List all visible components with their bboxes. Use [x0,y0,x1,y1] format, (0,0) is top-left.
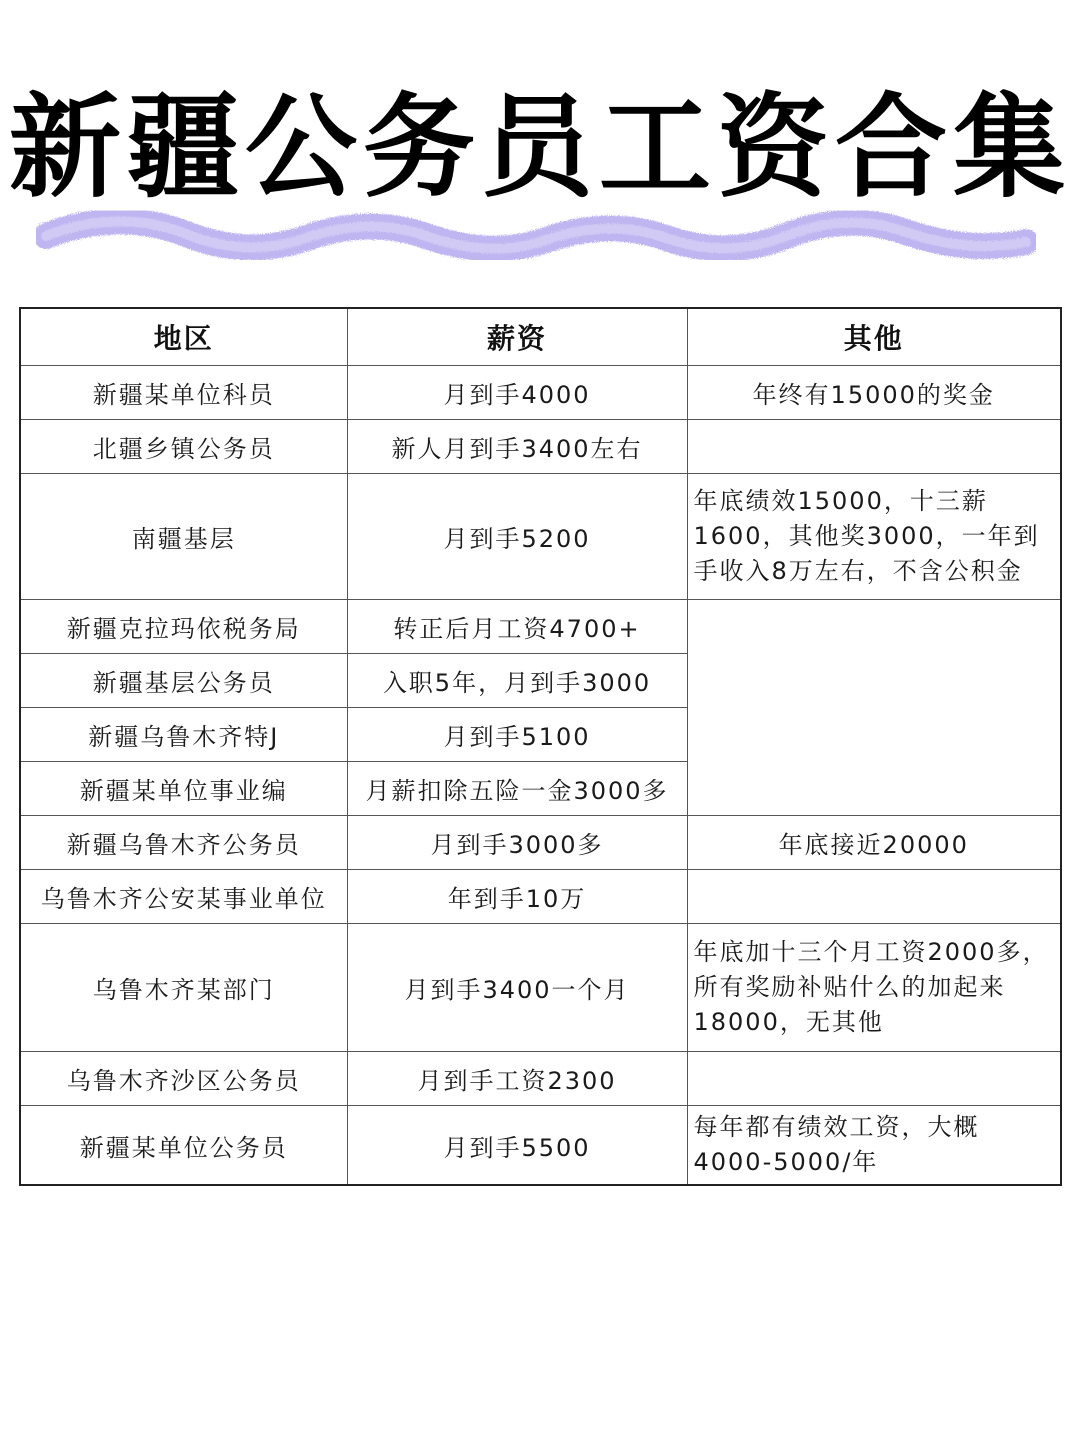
table-row [20,600,1061,654]
table-row [20,1106,1061,1186]
other-cell [687,870,1061,924]
salary-cell: 月到手5500 [347,1106,687,1186]
region-cell: 新疆某单位科员 [20,366,347,420]
salary-table-wrapper [19,307,1060,1186]
other-cell: 每年都有绩效工资，大概4000-5000/年 [687,1106,1061,1186]
region-cell: 新疆基层公务员 [20,654,347,708]
header-other: 其他 [687,308,1061,366]
region-cell: 乌鲁木齐公安某事业单位 [20,870,347,924]
salary-cell: 月到手5100 [347,708,687,762]
region-cell: 乌鲁木齐某部门 [20,924,347,1052]
region-cell: 新疆乌鲁木齐特J [20,708,347,762]
table-row [20,474,1061,600]
region-cell: 新疆某单位公务员 [20,1106,347,1186]
table-row [20,924,1061,1052]
other-cell: 年底加十三个月工资2000多，所有奖励补贴什么的加起来18000，无其他 [687,924,1061,1052]
other-cell: 年终有15000的奖金 [687,366,1061,420]
other-cell: 年底绩效15000，十三薪1600，其他奖3000，一年到手收入8万左右，不含公积金 [687,474,1061,600]
salary-cell: 年到手10万 [347,870,687,924]
salary-cell: 月到手工资2300 [347,1052,687,1106]
header-region: 地区 [20,308,347,366]
header-salary: 薪资 [347,308,687,366]
table-row [20,870,1061,924]
page-title: 新疆公务员工资合集 [9,83,1071,213]
salary-cell: 月到手3400一个月 [347,924,687,1052]
salary-cell: 月薪扣除五险一金3000多 [347,762,687,816]
region-cell: 新疆某单位事业编 [20,762,347,816]
table-row [20,366,1061,420]
salary-cell: 月到手4000 [347,366,687,420]
region-cell: 新疆乌鲁木齐公务员 [20,816,347,870]
other-cell: 年底接近20000 [687,816,1061,870]
region-cell: 南疆基层 [20,474,347,600]
salary-cell: 入职5年，月到手3000 [347,654,687,708]
table-row [20,1052,1061,1106]
salary-cell: 新人月到手3400左右 [347,420,687,474]
region-cell: 北疆乡镇公务员 [20,420,347,474]
region-cell: 新疆克拉玛依税务局 [20,600,347,654]
table-header-row [20,308,1061,366]
table-row [20,816,1061,870]
salary-table [19,307,1062,1186]
salary-cell: 转正后月工资4700+ [347,600,687,654]
salary-cell: 月到手5200 [347,474,687,600]
table-row [20,420,1061,474]
decorative-squiggle [36,206,1036,276]
other-cell-merged [687,600,1061,816]
other-cell [687,420,1061,474]
region-cell: 乌鲁木齐沙区公务员 [20,1052,347,1106]
salary-cell: 月到手3000多 [347,816,687,870]
other-cell [687,1052,1061,1106]
